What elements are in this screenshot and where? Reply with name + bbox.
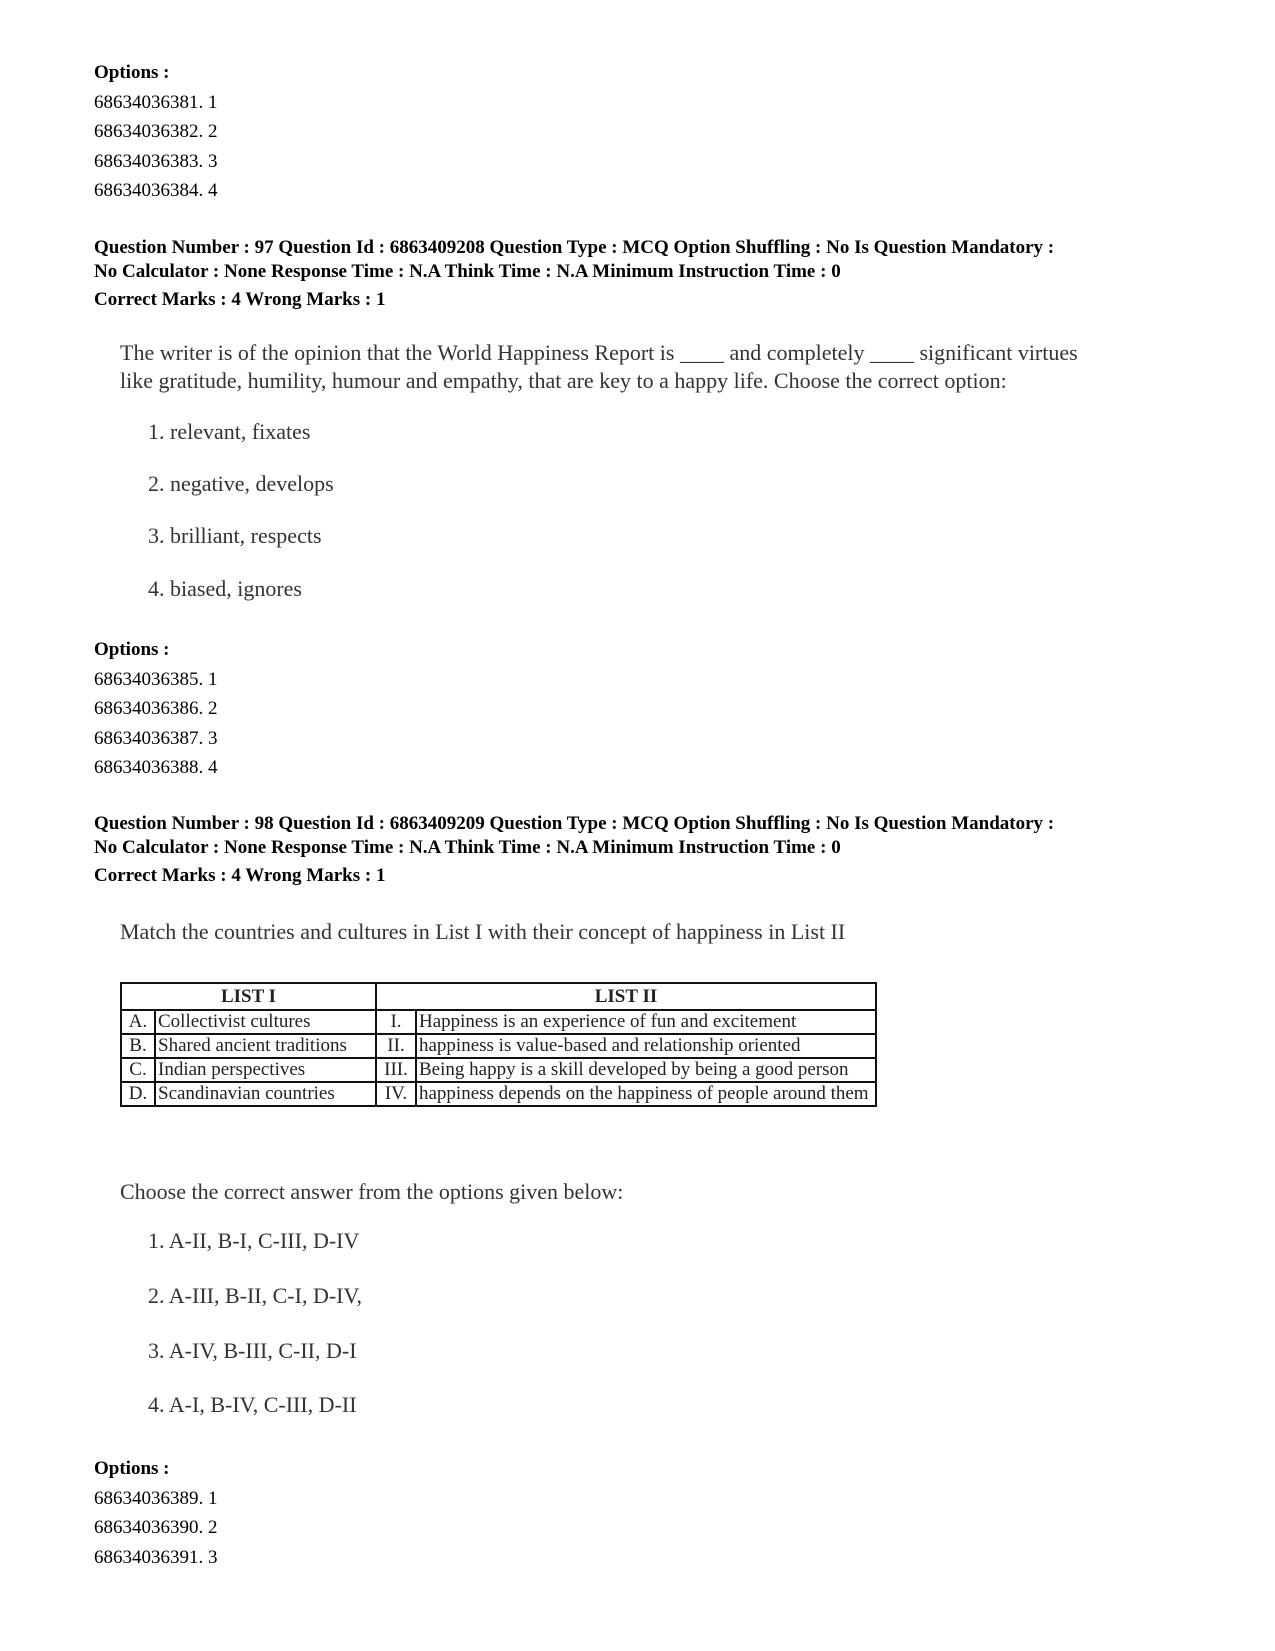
list2-item: Happiness is an experience of fun and excitement	[416, 1010, 876, 1034]
row-index: B.	[121, 1034, 155, 1058]
match-table	[120, 982, 877, 1107]
row-index: D.	[121, 1082, 155, 1106]
list1-item: Scandinavian countries	[155, 1082, 376, 1106]
question-98-intro: Match the countries and cultures in List I with their concept of happiness in List II	[120, 919, 846, 944]
option-item: 68634036387. 3	[94, 727, 218, 749]
q97-choice-3: 3. brilliant, respects	[148, 523, 322, 548]
list2-item: happiness is value-based and relationship oriented	[416, 1034, 876, 1058]
row-index: A.	[121, 1010, 155, 1034]
table-header-row	[121, 983, 876, 1010]
list2-item: Being happy is a skill developed by being a good person	[416, 1058, 876, 1082]
list1-header: LIST I	[121, 983, 376, 1010]
option-item: 68634036389. 1	[94, 1487, 218, 1509]
question-marks: Correct Marks : 4 Wrong Marks : 1	[94, 289, 386, 310]
question-text-line: The writer is of the opinion that the World Happiness Report is ____ and completely ____ significant virtues	[120, 340, 1078, 365]
option-item: 68634036384. 4	[94, 180, 218, 201]
question-97-header	[94, 236, 1054, 312]
q98-choice-4: 4. A-I, B-IV, C-III, D-II	[148, 1392, 357, 1417]
options-label: Options :	[94, 639, 170, 660]
options-label: Options :	[94, 1458, 170, 1479]
list1-item: Shared ancient traditions	[155, 1034, 376, 1058]
options-block-q96	[94, 58, 218, 206]
q98-choice-3: 3. A-IV, B-III, C-II, D-I	[148, 1338, 357, 1363]
options-label: Options :	[94, 62, 170, 83]
question-98-header	[94, 812, 1054, 888]
table-row	[121, 1058, 876, 1082]
row-roman: IV.	[376, 1082, 416, 1106]
options-block-q98	[94, 1454, 218, 1572]
option-item: 68634036383. 3	[94, 150, 218, 172]
option-item: 68634036391. 3	[94, 1546, 218, 1568]
option-item: 68634036385. 1	[94, 668, 218, 690]
list2-header: LIST II	[376, 983, 876, 1010]
table-row	[121, 1034, 876, 1058]
q98-choice-1: 1. A-II, B-I, C-III, D-IV	[148, 1228, 360, 1253]
option-item: 68634036382. 2	[94, 121, 218, 142]
question-meta-line: No Calculator : None Response Time : N.A Think Time : N.A Minimum Instruction Time : 0	[94, 261, 841, 282]
question-97-text	[120, 339, 1180, 395]
row-roman: III.	[376, 1058, 416, 1082]
option-item: 68634036390. 2	[94, 1517, 218, 1538]
q97-choice-2: 2. negative, develops	[148, 471, 334, 496]
q98-choice-2: 2. A-III, B-II, C-I, D-IV,	[148, 1283, 363, 1308]
list1-item: Collectivist cultures	[155, 1010, 376, 1034]
q97-choice-4: 4. biased, ignores	[148, 576, 302, 601]
question-meta-line: Question Number : 97 Question Id : 6863409208 Question Type : MCQ Option Shuffling : No Is Question Mandatory :	[94, 237, 1055, 258]
table-row	[121, 1082, 876, 1106]
list2-item: happiness depends on the happiness of people around them	[416, 1082, 876, 1106]
question-marks: Correct Marks : 4 Wrong Marks : 1	[94, 865, 386, 886]
question-text-line: like gratitude, humility, humour and empathy, that are key to a happy life. Choose the correct option:	[120, 368, 1007, 393]
options-block-q97	[94, 635, 218, 783]
q97-choice-1: 1. relevant, fixates	[148, 419, 311, 444]
row-index: C.	[121, 1058, 155, 1082]
question-meta-line: No Calculator : None Response Time : N.A Think Time : N.A Minimum Instruction Time : 0	[94, 837, 841, 858]
list1-item: Indian perspectives	[155, 1058, 376, 1082]
question-meta-line: Question Number : 98 Question Id : 6863409209 Question Type : MCQ Option Shuffling : No Is Question Mandatory :	[94, 813, 1055, 834]
table-row	[121, 1010, 876, 1034]
option-item: 68634036381. 1	[94, 91, 218, 113]
question-98-prompt: Choose the correct answer from the options given below:	[120, 1179, 624, 1204]
row-roman: I.	[376, 1010, 416, 1034]
option-item: 68634036386. 2	[94, 698, 218, 719]
row-roman: II.	[376, 1034, 416, 1058]
option-item: 68634036388. 4	[94, 757, 218, 778]
